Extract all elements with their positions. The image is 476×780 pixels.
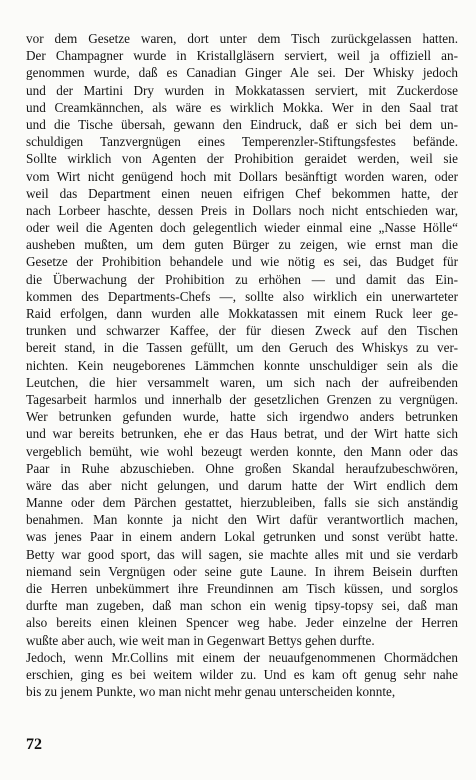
text-line: und war bereits betrunken, ehe er das Haus betrat, und der Wirt hatte sich [26,426,458,442]
text-line: trunken und schwarzer Kaffee, der für diesen Zweck auf den Tischen [26,323,458,339]
text-line: niemand sein Vergnügen oder seine gute Laune. In ihrem Beisein durften [26,563,458,579]
text-line: Manne oder dem Pärchen gestattet, hierzubleiben, falls sie sich anständig [26,495,458,511]
text-line: kommen des Departments-Chefs —, sollte also wirklich ein unerwarteter [26,288,458,304]
text-line: also bereits einen kleinen Spencer weg habe. Jeder einzelne der Herren [26,615,458,631]
text-line: Jedoch, wenn Mr.Collins mit einem der neuaufgenommenen Chormädchen [26,649,458,665]
text-line: Gesetze der Prohibition behandele und wie nötig es sei, das Budget für [26,254,458,270]
text-line: nach Lorbeer haschte, dessen Preis in Dollars noch nicht entschieden war, [26,202,458,218]
text-line: weil das Department einen neuen eifrigen Chef bekommen hatte, der [26,185,458,201]
page-number: 72 [26,736,42,753]
text-line: erschien, ging es bei weitem wilder zu. Und es kam oft genug sehr nahe [26,666,458,682]
text-line: Paar in Ruhe abzuschieben. Ohne großen Skandal heraufzubeschwören, [26,460,458,476]
text-line: was jenes Paar in einem andern Lokal getrunken und sonst verübt hatte. [26,529,458,545]
text-line: und der Martini Dry wurden in Mokkatassen serviert, mit Zuckerdose [26,82,458,98]
text-line: und Creamkännchen, als wäre es wirklich Mokka. Wer in den Saal trat [26,99,458,115]
text-line: benahmen. Man konnte ja nicht den Wirt dafür verantwortlich machen, [26,512,458,528]
text-line: wäre das aber nicht gelungen, und darum hatte der Wirt endlich dem [26,477,458,493]
text-line: vom Wirt nicht genügend hoch mit Dollars besänftigt worden waren, oder [26,168,458,184]
text-line: bereit stand, in die Tassen gefüllt, um den Geruch des Whiskys zu ver- [26,340,458,356]
text-line: nichten. Kein neugeborenes Lämmchen konnte unschuldiger sein als die [26,357,458,373]
text-line: Sollte wirklich von Agenten der Prohibition geraidet werden, weil sie [26,151,458,167]
text-line: die Herren unbekümmert ihre Freundinnen am Tisch küssen, und sorglos [26,581,458,596]
text-line: die Überwachung der Prohibition zu erhöhen — und damit das Ein- [26,271,458,287]
text-line: Leutchen, die hier versammelt waren, um sich nach der aufreibenden [26,374,458,390]
text-line: vergeblich bemüht, wie wohl bezeugt werden konnte, den Mann oder das [26,443,458,459]
text-line: und die Tische übersah, gewann den Eindruck, daß er sich bei dem un- [26,116,458,132]
text-line: wußte aber auch, wie weit man in Gegenwart Bettys gehen durfte. [26,632,375,648]
text-line: durfte man zugeben, daß man schon ein wenig tipsy-topsy sei, daß man [26,598,458,614]
text-line: Der Champagner wurde in Kristallgläsern serviert, weil ja offiziell an- [26,48,458,64]
page-text [26,30,458,700]
text-line: ausheben mußten, um dem guten Bürger zu zeigen, wie ernst man die [26,237,458,253]
text-line: oder weil die Agenten doch gelegentlich wieder einmal eine „Nasse Hölle“ [26,220,458,236]
text-line: schuldigen Tanzvergnügen eines Temperenzler-Stiftungsfestes befände. [26,134,458,150]
text-line: Tagesarbeit harmlos und innerhalb der gesetzlichen Grenzen zu vergnügen. [26,391,458,407]
text-line: vor dem Gesetze waren, dort unter dem Tisch zurückgelassen hatten. [26,31,458,46]
text-line: Raid erfolgen, dann wurden alle Mokkatassen mit einem Ruck leer ge- [26,306,458,321]
text-line: Betty war good sport, das will sagen, sie machte alles mit und sie verdarb [26,546,458,562]
text-line: genommen wurde, daß es Canadian Ginger Ale sei. Der Whisky jedoch [26,65,458,81]
text-line: Wer betrunken gefunden wurde, hatte sich irgendwo anders betrunken [26,409,458,425]
text-line: bis zu jenem Punkte, wo man nicht mehr genau unterscheiden konnte, [26,684,396,700]
